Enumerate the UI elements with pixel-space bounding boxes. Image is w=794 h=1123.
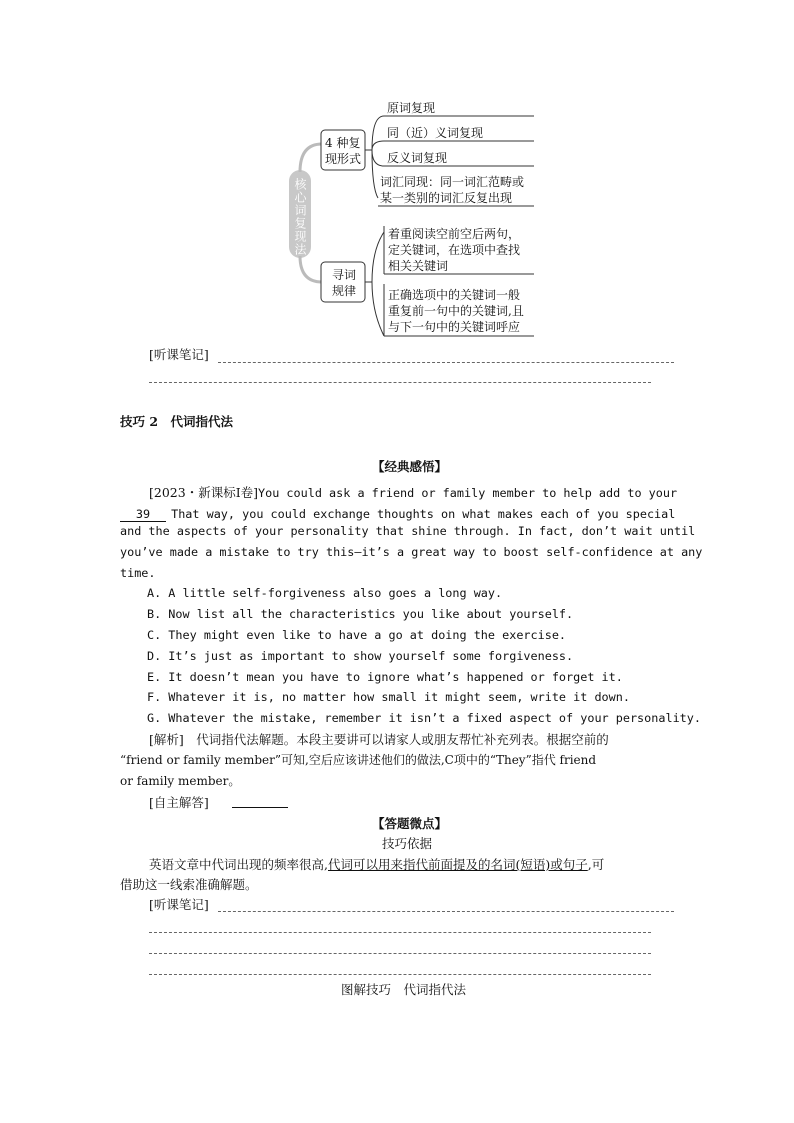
- notes-label-1: [听课笔记]: [149, 347, 209, 362]
- branch1-label-line1: 4 种复: [325, 136, 361, 150]
- branch1-item-3: 反义词复现: [387, 151, 448, 165]
- basis-line-2: 借助这一线索准确解题。: [120, 877, 258, 892]
- classic-heading: 【经典感悟】: [372, 459, 448, 474]
- branch2-itemB-line1: 正确选项中的关键词一般: [388, 288, 521, 302]
- branch2-itemA-line3: 相关关键词: [388, 259, 449, 273]
- notes-line[interactable]: [149, 932, 651, 933]
- branch1-label-line2: 现形式: [325, 152, 362, 166]
- option-b: B. Now list all the characteristics you like about yourself.: [147, 607, 574, 621]
- basis-text-post: ,可: [587, 857, 605, 872]
- answer-tips-heading: 【答题微点】: [372, 816, 448, 831]
- analysis-label: [解析]: [149, 732, 184, 747]
- branch2-label-line2: 规律: [332, 284, 357, 298]
- mindmap-root-label: 核心词复现法: [293, 178, 307, 256]
- passage-source: [2023・新课标Ⅰ卷]: [149, 485, 259, 500]
- self-answer-blank[interactable]: [232, 807, 288, 808]
- option-c: C. They might even like to have a go at doing the exercise.: [147, 628, 567, 642]
- branch2-itemB-line2: 重复前一句中的关键词,且: [388, 304, 524, 318]
- notes-line[interactable]: [149, 382, 651, 383]
- option-g: G. Whatever the mistake, remember it isn’t a fixed aspect of your personality.: [147, 711, 701, 725]
- basis-text-underlined: 代词可以用来指代前面提及的名词(短语)或句子: [327, 857, 588, 872]
- passage-line-4: you’ve made a mistake to try this—it’s a great way to boost self-confidence at any: [120, 545, 703, 559]
- notes-label-2: [听课笔记]: [149, 897, 209, 912]
- analysis-line-2: “friend or family member”可知,空后应该讲述他们的做法,C项中的“They”指代 friend: [120, 753, 597, 767]
- passage-line2-text: That way, you could exchange thoughts on what makes each of you special: [171, 507, 676, 521]
- basis-text-pre: 英语文章中代词出现的频率很高,: [149, 857, 328, 872]
- diagram-caption: 图解技巧 代词指代法: [341, 982, 467, 997]
- branch1-item-4-line1: 词汇同现：同一词汇范畴或: [380, 175, 525, 189]
- basis-heading: 技巧依据: [382, 836, 433, 851]
- passage-line-5: time.: [120, 566, 156, 580]
- basis-line-1: [149, 857, 604, 872]
- passage-line-3: and the aspects of your personality that shine through. In fact, don’t wait until: [120, 524, 696, 538]
- notes-line[interactable]: [218, 911, 674, 912]
- option-f: F. Whatever it is, no matter how small it might seem, write it down.: [147, 690, 630, 704]
- branch1-item-4-line2: 某一类别的词汇反复出现: [380, 191, 513, 205]
- analysis-text-1: 代词指代法解题。本段主要讲可以请家人或朋友帮忙补充列表。根据空前的: [196, 732, 609, 747]
- option-a: A. A little self-forgiveness also goes a long way.: [147, 586, 503, 600]
- analysis-line-1: [149, 732, 609, 747]
- branch2-itemA-line2: 定关键词，在选项中查找: [388, 243, 521, 257]
- notes-line[interactable]: [218, 362, 674, 363]
- passage-blank: 39: [120, 507, 166, 522]
- self-answer-label: [自主解答]: [149, 795, 209, 810]
- option-d: D. It’s just as important to show yourself some forgiveness.: [147, 649, 574, 663]
- notes-line[interactable]: [149, 974, 651, 975]
- analysis-line-3: or family member。: [120, 774, 241, 788]
- technique-title: 技巧 2 代词指代法: [120, 414, 234, 429]
- branch2-itemA-line1: 着重阅读空前空后两句，: [388, 227, 521, 241]
- branch2-itemB-line3: 与下一句中的关键词呼应: [388, 320, 521, 334]
- passage-line-1: [149, 482, 677, 501]
- option-e: E. It doesn’t mean you have to ignore what’s happened or forget it.: [147, 670, 623, 684]
- passage-line-2: [120, 503, 675, 522]
- branch1-item-1: 原词复现: [387, 101, 436, 115]
- notes-line[interactable]: [149, 953, 651, 954]
- passage-line1-text: You could ask a friend or family member to help add to your: [258, 486, 678, 500]
- branch1-item-2: 同（近）义词复现: [387, 126, 484, 140]
- branch2-label-line1: 寻词: [332, 268, 357, 282]
